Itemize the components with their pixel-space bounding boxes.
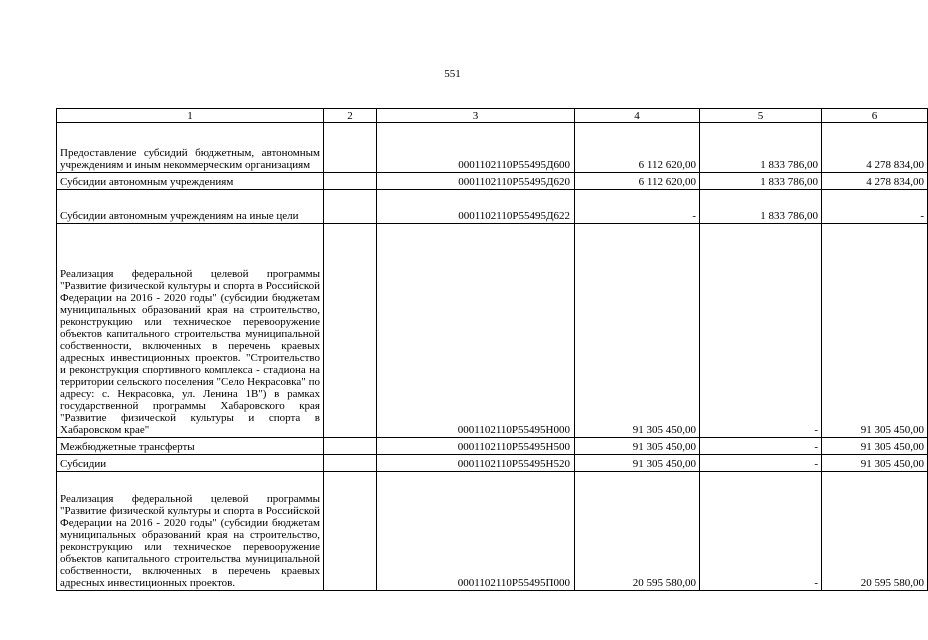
row-description: Субсидии автономным учреждениям на иные цели bbox=[57, 190, 324, 224]
row-amount-col4: 91 305 450,00 bbox=[575, 224, 700, 438]
row-amount-col4: - bbox=[575, 190, 700, 224]
row-code: 0001102110P55495Н500 bbox=[377, 438, 575, 455]
row-amount-col5: 1 833 786,00 bbox=[700, 190, 822, 224]
row-amount-col6: 4 278 834,00 bbox=[822, 123, 928, 173]
row-amount-col5: 1 833 786,00 bbox=[700, 123, 822, 173]
row-amount-col6: 20 595 580,00 bbox=[822, 472, 928, 591]
column-header: 2 bbox=[324, 109, 377, 123]
row-col2 bbox=[324, 173, 377, 190]
row-col2 bbox=[324, 123, 377, 173]
row-amount-col4: 6 112 620,00 bbox=[575, 173, 700, 190]
row-amount-col6: 4 278 834,00 bbox=[822, 173, 928, 190]
row-amount-col5: - bbox=[700, 224, 822, 438]
row-col2 bbox=[324, 455, 377, 472]
row-description: Предоставление субсидий бюджетным, автономным учреждениям и иным некоммерческим организациям bbox=[57, 123, 324, 173]
table-row bbox=[57, 173, 928, 190]
page-number: 551 bbox=[444, 68, 461, 80]
row-col2 bbox=[324, 438, 377, 455]
row-amount-col4: 91 305 450,00 bbox=[575, 438, 700, 455]
column-header: 1 bbox=[57, 109, 324, 123]
row-amount-col5: - bbox=[700, 472, 822, 591]
row-code: 0001102110P55495Н000 bbox=[377, 224, 575, 438]
table-row bbox=[57, 438, 928, 455]
table-row bbox=[57, 123, 928, 173]
row-code: 0001102110P55495Д620 bbox=[377, 173, 575, 190]
row-description: Субсидии bbox=[57, 455, 324, 472]
row-code: 0001102110P55495Д622 bbox=[377, 190, 575, 224]
row-description: Реализация федеральной целевой программы "Развитие физической культуры и спорта в Российской Федерации на 2016 - 2020 годы" (субсидии бюджетам муниципальных образований края на строительство, реконструкцию или техническое перевооружение объектов капитального строительства муниципальной собственности, включенных в перечень краевых адресных инвестиционных проектов. bbox=[57, 472, 324, 591]
row-code: 0001102110P55495Д600 bbox=[377, 123, 575, 173]
table-row bbox=[57, 472, 928, 591]
row-amount-col5: - bbox=[700, 438, 822, 455]
row-amount-col5: 1 833 786,00 bbox=[700, 173, 822, 190]
row-amount-col4: 6 112 620,00 bbox=[575, 123, 700, 173]
column-header: 3 bbox=[377, 109, 575, 123]
row-amount-col5: - bbox=[700, 455, 822, 472]
table-row bbox=[57, 224, 928, 438]
row-amount-col6: 91 305 450,00 bbox=[822, 224, 928, 438]
table-row bbox=[57, 455, 928, 472]
row-description: Межбюджетные трансферты bbox=[57, 438, 324, 455]
row-amount-col6: 91 305 450,00 bbox=[822, 455, 928, 472]
row-col2 bbox=[324, 224, 377, 438]
row-col2 bbox=[324, 190, 377, 224]
budget-table bbox=[56, 108, 928, 591]
column-header: 4 bbox=[575, 109, 700, 123]
row-description: Реализация федеральной целевой программы "Развитие физической культуры и спорта в Российской Федерации на 2016 - 2020 годы" (субсидии бюджетам муниципальных образований края на строительство, реконструкцию или техническое перевооружение объектов капитального строительства муниципальной собственности, включенных в перечень краевых адресных инвестиционных проектов. "Строительство и реконструкция спортивного комплекса - стадиона на территории сельского поселения "Село Некрасовка" по адресу: с. Некрасовка, ул. Ленина 1В") в рамках государственной программы Хабаровского края "Развитие физической культуры и спорта в Хабаровском крае" bbox=[57, 224, 324, 438]
column-header: 6 bbox=[822, 109, 928, 123]
row-amount-col4: 20 595 580,00 bbox=[575, 472, 700, 591]
row-description: Субсидии автономным учреждениям bbox=[57, 173, 324, 190]
row-amount-col6: - bbox=[822, 190, 928, 224]
row-code: 0001102110P55495Н520 bbox=[377, 455, 575, 472]
row-code: 0001102110P55495П000 bbox=[377, 472, 575, 591]
column-header: 5 bbox=[700, 109, 822, 123]
row-col2 bbox=[324, 472, 377, 591]
table-row bbox=[57, 190, 928, 224]
row-amount-col6: 91 305 450,00 bbox=[822, 438, 928, 455]
column-number-header-row bbox=[57, 109, 928, 123]
row-amount-col4: 91 305 450,00 bbox=[575, 455, 700, 472]
